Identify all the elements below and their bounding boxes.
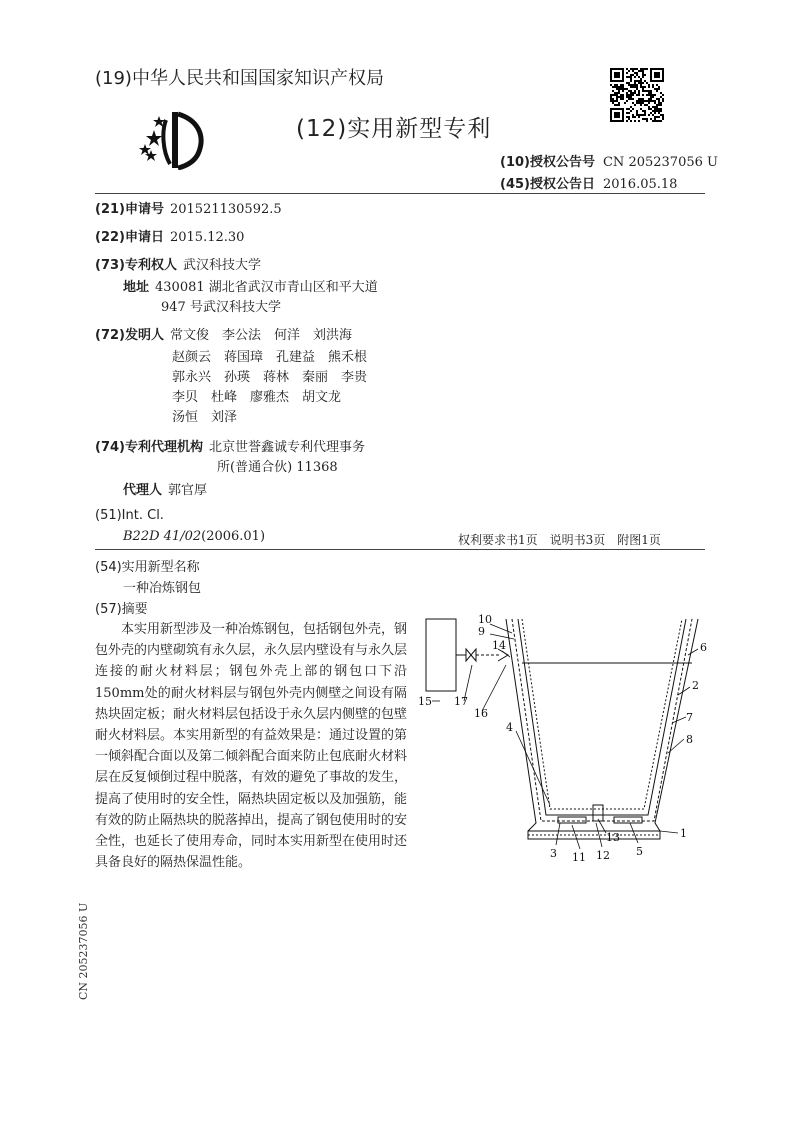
address-line-2: 947 号武汉科技大学 [161,300,281,315]
figure-label-9: 9 [478,625,485,638]
office-name: (19)中华人民共和国国家知识产权局 [95,68,384,89]
document-type: (12)实用新型专利 [296,116,492,142]
publication-number-label: (10)授权公告号 [500,155,595,170]
utility-model-title: 一种冶炼钢包 [123,581,202,596]
agent-row [123,479,207,498]
figure-label-7: 7 [686,711,693,724]
figure-label-13: 13 [606,831,620,844]
ladle-figure [410,605,710,865]
figure-label-12: 12 [596,849,610,862]
inventors-label: (72)发明人 [95,328,164,343]
inventors-line-5: 汤恒 刘泽 [172,410,238,425]
agency-line-1: 北京世誉鑫诚专利代理事务 [208,440,365,455]
inventors-line-4: 李贝 杜峰 廖雅杰 胡文龙 [172,390,342,405]
patentee-label: (73)专利权人 [95,258,177,273]
agent-label: 代理人 [123,483,163,498]
figure-label-16: 16 [474,707,488,720]
qr-code [610,68,664,122]
figure-label-14: 14 [492,639,506,652]
abstract-text: 本实用新型涉及一种冶炼钢包，包括钢包外壳，钢包外壳的内壁砌筑有永久层，永久层内壁设有与永久层连接的耐火材料层；钢包外壳上部的钢包口下沿150mm处的耐火材料层与钢包外壳内侧壁之间设有隔热块固定板；耐火材料层包括设于永久层内侧壁的包壁耐火材料层。本实用新型的有益效果是：通过设置的第一倾斜配合面以及第二倾斜配合面来防止包底耐火材料层在反复倾倒过程中脱落，有效的避免了事故的发生，提高了使用时的安全性，隔热块固定板以及加强筋，能有效的防止隔热块的脱落掉出，提高了钢包使用时的安全性，也延长了使用寿命，同时本实用新型在使用时还具备良好的隔热保温性能。 [95,622,408,871]
intcl-label: (51)Int. Cl. [95,508,164,523]
agency-row [95,436,365,455]
figure-label-2: 2 [692,679,699,692]
figure-label-1: 1 [680,827,687,840]
address-row [123,276,378,295]
address-line-1: 430081 湖北省武汉市青山区和平大道 [155,280,378,295]
publication-number-row [500,151,718,170]
publication-date-row [500,173,677,192]
figure-label-10: 10 [478,613,492,626]
figure-label-3: 3 [550,847,557,860]
figure-label-15: 15 [418,695,432,708]
inventors-line-3: 郭永兴 孙瑛 蒋林 秦丽 李贵 [172,370,368,385]
figure-label-4: 4 [506,721,513,734]
filing-date: 2015.12.30 [169,230,245,245]
header-divider [95,193,705,194]
filing-date-label: (22)申请日 [95,230,164,245]
agent: 郭官厚 [168,483,208,498]
publication-date-label: (45)授权公告日 [500,177,595,192]
figure-label-17: 17 [454,695,468,708]
inventors-row [95,324,352,343]
figure-label-6: 6 [700,641,707,654]
agency-line-2: 所(普通合伙) 11368 [217,460,338,475]
agency-label: (74)专利代理机构 [95,440,203,455]
pages-info: 权利要求书1页 说明书3页 附图1页 [458,533,661,547]
application-number-row [95,198,282,217]
abstract-label: (57)摘要 [95,602,148,617]
intcl-version: (2006.01) [201,529,266,544]
inventors-line-1: 常文俊 李公法 何洋 刘洪海 [169,328,352,343]
application-number: 201521130592.5 [169,202,282,217]
cnipa-logo [132,110,212,170]
filing-date-row [95,226,244,245]
biblio-divider [95,549,705,550]
intcl-row [123,529,265,544]
side-publication-number: CN 205237056 U [77,902,90,1000]
application-number-label: (21)申请号 [95,202,164,217]
figure-label-8: 8 [686,733,693,746]
utility-model-title-label: (54)实用新型名称 [95,560,200,575]
intcl-code: B22D 41/02 [123,529,202,544]
publication-date: 2016.05.18 [602,177,678,192]
inventors-line-2: 赵颜云 蒋国璋 孔建益 熊禾根 [172,350,368,365]
publication-number: CN 205237056 U [602,155,718,170]
star-icon [146,130,162,146]
patentee: 武汉科技大学 [182,258,261,273]
address-label: 地址 [123,280,150,295]
figure-label-11: 11 [572,851,586,864]
figure-label-5: 5 [636,845,643,858]
patentee-row [95,254,261,273]
